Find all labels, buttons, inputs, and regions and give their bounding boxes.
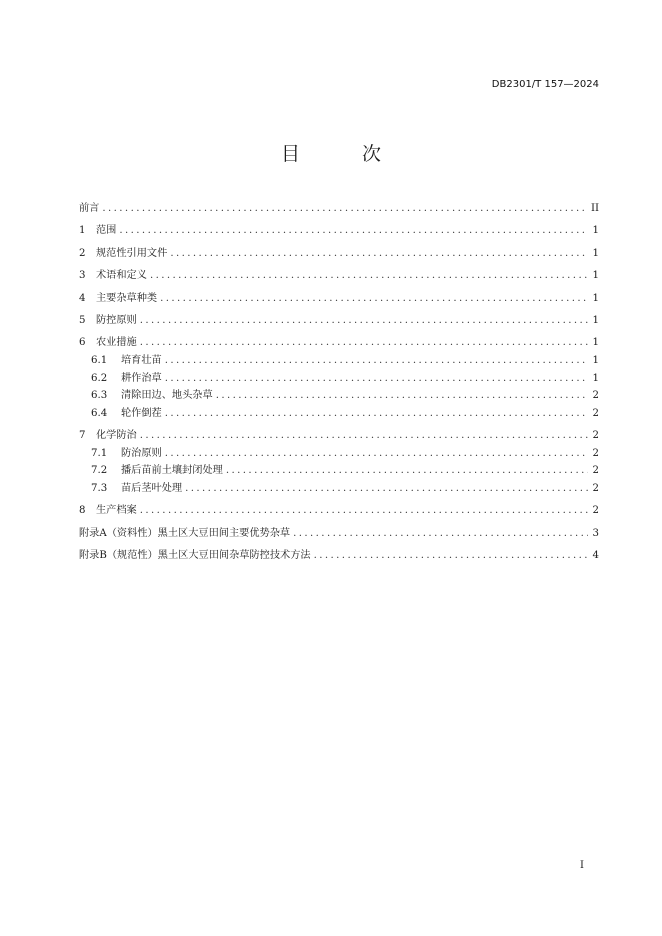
toc-leader-dots — [185, 483, 588, 494]
toc-entry-label: 规范性引用文件 — [96, 247, 168, 259]
toc-heading: 目 次 — [280, 143, 410, 165]
toc-entry-number: 7.3 — [91, 482, 108, 494]
toc-entry-label: 生产档案 — [96, 505, 137, 517]
toc-leader-dots — [160, 293, 588, 304]
toc-entry-label: 附录B（规范性）黑土区大豆田间杂草防控技术方法 — [79, 550, 311, 562]
toc-entry[interactable] — [79, 404, 599, 422]
toc-entry-page: 2 — [592, 482, 599, 494]
toc-entry[interactable] — [79, 199, 599, 217]
toc-entry-label: 防治原则 — [121, 447, 162, 459]
toc-leader-dots — [170, 248, 588, 259]
toc-entry-page: 2 — [592, 407, 599, 419]
toc-entry-number: 7.2 — [91, 465, 108, 477]
toc-entry-number: 7.1 — [91, 447, 108, 459]
toc-leader-dots — [140, 430, 588, 441]
toc-entry-number: 8 — [79, 505, 86, 517]
toc-leader-dots — [140, 337, 588, 348]
toc-entry-page: 1 — [592, 292, 599, 304]
toc-entry-page: 4 — [592, 550, 599, 562]
toc-leader-dots — [140, 315, 588, 326]
toc-entry[interactable] — [79, 311, 599, 329]
toc-entry-label: 主要杂草种类 — [96, 292, 158, 304]
toc-leader-dots — [165, 408, 588, 419]
toc-entry-label: 化学防治 — [96, 430, 137, 442]
toc-leader-dots — [102, 203, 588, 214]
toc-entry[interactable] — [79, 546, 599, 564]
toc-entry[interactable] — [79, 444, 599, 462]
toc-entry-label: 防控原则 — [96, 314, 137, 326]
toc-entry-label: 耕作治草 — [121, 372, 162, 384]
toc-entry-page: 2 — [592, 465, 599, 477]
toc-entry-page: 1 — [592, 337, 599, 349]
toc-entry-page: 1 — [592, 247, 599, 259]
toc-entry-number: 2 — [79, 247, 86, 259]
toc-entry-label: 播后苗前土壤封闭处理 — [121, 465, 223, 477]
toc-entry-label: 轮作倒茬 — [121, 407, 162, 419]
toc-entry-label: 术语和定义 — [96, 270, 147, 282]
toc-entry-number: 3 — [79, 270, 86, 282]
toc-entry-page: 1 — [592, 225, 599, 237]
toc-entry-number: 7 — [79, 430, 86, 442]
toc-entry[interactable] — [79, 266, 599, 284]
toc-entry-page: 2 — [592, 505, 599, 517]
toc-entry-page: II — [591, 203, 600, 214]
toc-entry[interactable] — [79, 244, 599, 262]
toc-entry-label: 清除田边、地头杂草 — [121, 390, 213, 402]
toc-leader-dots — [293, 528, 588, 539]
toc-entry[interactable] — [79, 524, 599, 542]
toc-entry-page: 2 — [592, 447, 599, 459]
toc-entry-page: 1 — [592, 372, 599, 384]
toc-entry-page: 1 — [592, 354, 599, 366]
toc-entry-number: 6.1 — [91, 354, 108, 366]
toc-entry-page: 1 — [592, 314, 599, 326]
toc-entry-page: 3 — [592, 527, 599, 539]
toc-entry-label: 农业措施 — [96, 337, 137, 349]
table-of-contents — [79, 199, 599, 564]
toc-entry[interactable] — [79, 426, 599, 444]
toc-entry[interactable] — [79, 289, 599, 307]
toc-entry-label: 附录A（资料性）黑土区大豆田间主要优势杂草 — [79, 527, 291, 539]
toc-leader-dots — [119, 225, 588, 236]
toc-entry[interactable] — [79, 461, 599, 479]
toc-entry-label: 前言 — [79, 203, 100, 214]
toc-entry-number: 1 — [79, 225, 86, 237]
toc-leader-dots — [150, 270, 588, 281]
toc-entry[interactable] — [79, 501, 599, 519]
toc-entry-number: 5 — [79, 314, 86, 326]
toc-entry-label: 苗后茎叶处理 — [121, 482, 183, 494]
toc-entry-page: 1 — [592, 270, 599, 282]
toc-entry[interactable] — [79, 333, 599, 351]
toc-entry[interactable] — [79, 386, 599, 404]
toc-entry-number: 6.2 — [91, 372, 108, 384]
toc-entry-label: 范围 — [96, 225, 117, 237]
toc-entry-number: 6.3 — [91, 390, 108, 402]
footer-page-number: I — [580, 860, 584, 871]
document-code: DB2301/T 157—2024 — [491, 79, 599, 90]
toc-leader-dots — [165, 355, 588, 366]
toc-entry[interactable] — [79, 351, 599, 369]
toc-entry-number: 6.4 — [91, 407, 108, 419]
toc-leader-dots — [165, 448, 588, 459]
toc-entry-page: 2 — [592, 430, 599, 442]
toc-leader-dots — [216, 390, 588, 401]
toc-leader-dots — [165, 373, 588, 384]
toc-entry[interactable] — [79, 221, 599, 239]
toc-leader-dots — [314, 550, 588, 561]
toc-entry-label: 培育壮苗 — [121, 354, 162, 366]
toc-entry-number: 4 — [79, 292, 86, 304]
toc-entry-page: 2 — [592, 390, 599, 402]
toc-entry[interactable] — [79, 479, 599, 497]
toc-entry[interactable] — [79, 369, 599, 387]
toc-leader-dots — [226, 465, 588, 476]
toc-entry-number: 6 — [79, 337, 86, 349]
toc-leader-dots — [140, 505, 588, 516]
